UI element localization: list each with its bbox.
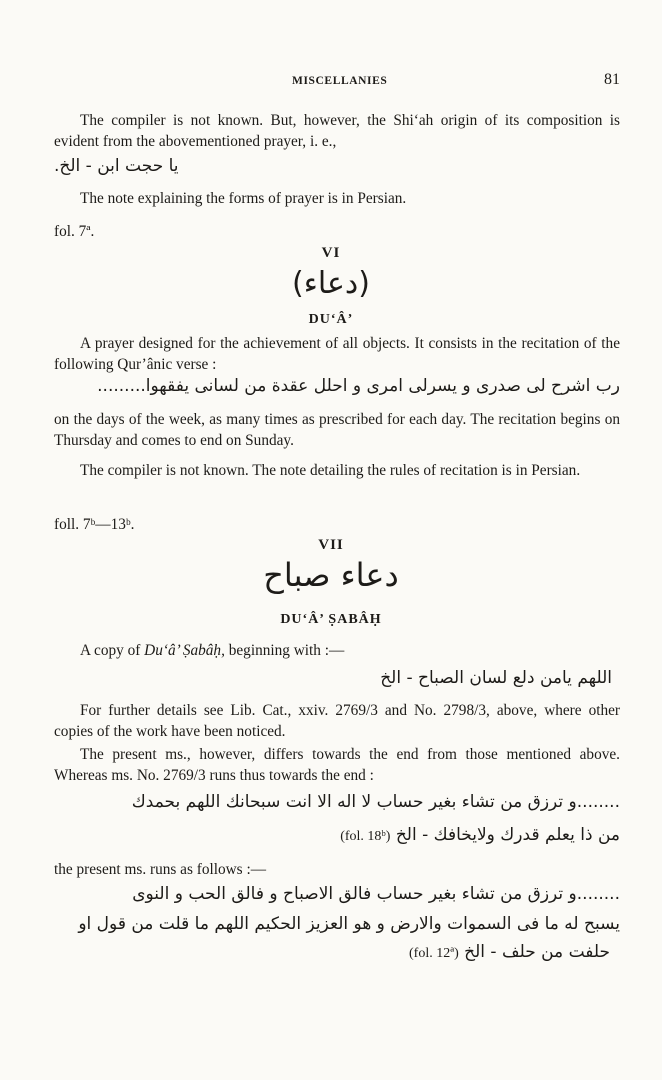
section-arabic-title: (دعاء) — [292, 266, 370, 301]
paragraph-compiler-unknown: The compiler is not known. The note detailing the rules of recitation is in Persian. — [80, 462, 581, 479]
page-number: 81 — [604, 71, 620, 88]
section-heading: DU‘Â’ ṢABÂḤ — [280, 612, 382, 627]
folio-citation: (fol. 12ª) — [409, 946, 459, 961]
paragraph-runs-as-follows: the present ms. runs as follows :— — [54, 861, 267, 878]
arabic-ending-text: من ذا یعلم قدرك ولایخافك - الخ — [395, 825, 620, 845]
paragraph-recitation-days: on the days of the week, as many times as prescribed for each day. The recitation begins on Thursday and comes to end on Sunday. — [54, 411, 620, 449]
arabic-incipit: اللهم یامن دلع لسان الصباح - الخ — [380, 668, 612, 688]
paragraph-note-persian: The note explaining the forms of prayer is in Persian. — [80, 190, 407, 207]
section-arabic-title: دعاء صباح — [263, 556, 399, 594]
quranic-verse: رب اشرح لی صدری و یسرلی امری و احلل عقدة من لسانی یفقهوا......... — [97, 376, 620, 396]
folio-reference: fol. 7ª. — [54, 223, 95, 240]
paragraph-present-ms: The present ms., however, differs towards the end from those mentioned above. Whereas ms. No. 2769/3 runs thus towards the end : — [54, 746, 620, 784]
paragraph-further-details: For further details see Lib. Cat., xxiv. 2769/3 and No. 2798/3, above, where other copies of the work have been noticed. — [54, 702, 620, 740]
folio-reference: foll. 7ᵇ—13ᵇ. — [54, 516, 135, 533]
arabic-present-line: یسبح له ما فی السموات والارض و هو العزیز الحکیم اللهم ما قلت من قول او — [78, 914, 620, 934]
folio-citation: (fol. 18ᵇ) — [340, 829, 391, 844]
paragraph-compiler-origin: The compiler is not known. But, however, the Shi‘ah origin of its composition is evident from the abovementioned prayer, i. e., — [54, 112, 620, 150]
copy-text-a: A copy of — [80, 642, 141, 659]
section-number: VI — [321, 245, 341, 261]
arabic-ending-line: ........و ترزق من تشاء بغیر حساب لا اله الا انت سبحانك اللهم بحمدك — [131, 792, 620, 812]
arabic-phrase-ya-hujjat: يا حجت ابن - الخ. — [54, 156, 179, 176]
section-number: VII — [318, 537, 344, 553]
arabic-present-line: ........و ترزق من تشاء بغیر حساب فالق الاصباح و فالق الحب و النوی — [132, 884, 620, 904]
paragraph-prayer-description: A prayer designed for the achievement of all objects. It consists in the recitation of the following Qur’ânic verse : — [54, 335, 620, 373]
arabic-present-text: حلفت من حلف - الخ — [464, 942, 610, 962]
running-head: MISCELLANIES — [292, 75, 388, 87]
work-title: Du‘â’ Ṣabâḥ, — [144, 642, 225, 659]
arabic-ending-line — [340, 825, 620, 845]
copy-text-b: beginning with :— — [228, 642, 345, 659]
arabic-present-line — [409, 942, 610, 962]
section-heading: DU‘Â’ — [308, 312, 354, 327]
paragraph-copy-of — [54, 640, 620, 661]
